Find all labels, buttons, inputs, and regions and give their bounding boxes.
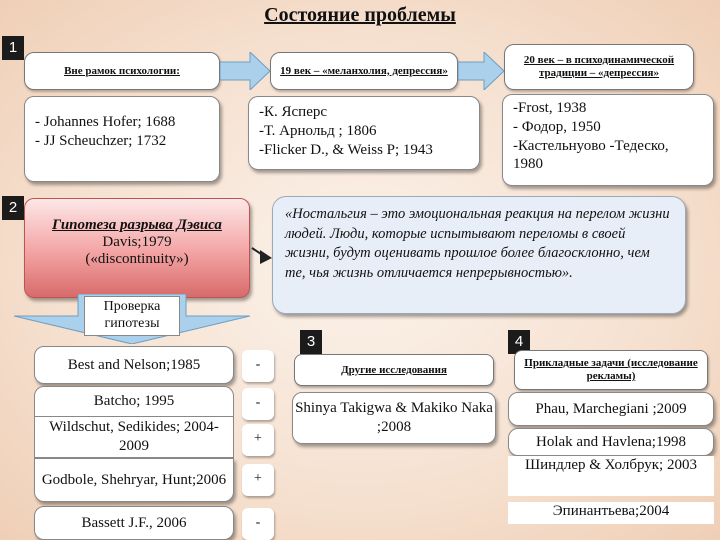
check-result: - — [242, 350, 274, 382]
list-item: -Т. Арнольд ; 1806 — [259, 122, 377, 139]
20th-century-list — [502, 94, 714, 186]
list-item: - Johannes Hofer; 1688 — [35, 114, 176, 130]
list-item: -Flicker D., & Weiss P; 1943 — [259, 141, 433, 158]
applied-item: Holak and Havlena;1998 — [508, 428, 714, 456]
check-result: + — [242, 464, 274, 496]
other-studies-header: Другие исследования — [294, 354, 494, 386]
list-item: 1980 — [513, 156, 543, 173]
hypothesis-title: Гипотеза разрыва Дэвиса — [52, 217, 222, 233]
list-item: -Кастельнуово -Тедеско, — [513, 137, 669, 154]
check-result: - — [242, 508, 274, 540]
check-result: - — [242, 388, 274, 420]
check-study: Batcho; 1995 — [34, 386, 234, 416]
hypothesis-check-label: Проверка гипотезы — [84, 296, 180, 336]
check-study: Bassett J.F., 2006 — [34, 506, 234, 540]
list-item: -К. Ясперс — [259, 104, 328, 120]
applied-tasks-header: Прикладные задачи (исследование рекламы) — [514, 350, 708, 390]
section-number-2: 2 — [2, 196, 24, 220]
applied-item: Phau, Marchegiani ;2009 — [508, 392, 714, 426]
arrow-right-icon — [458, 52, 504, 90]
check-study: Wildschut, Sedikides; 2004-2009 — [34, 416, 234, 458]
section-number-3: 3 — [300, 330, 322, 354]
hypothesis-term: («discontinuity») — [85, 251, 189, 267]
applied-item: Шиндлер & Холбрук; 2003 — [508, 456, 714, 496]
slide-title: Состояние проблемы — [264, 4, 456, 26]
outside-psychology-list — [24, 96, 220, 182]
nostalgia-definition-quote: «Ностальгия – это эмоциональная реакция на перелом жизни людей. Люди, которые испытывают переломы в своей жизни, будут оценивать прошлое более благосклонно, чем те, чья жизнь отличается непрерывностью». — [272, 196, 686, 314]
header-19th-century: 19 век – «меланхолия, депрессия» — [270, 52, 458, 90]
header-outside-psychology: Вне рамок психологии: — [24, 52, 220, 90]
list-item: -Frost, 1938 — [513, 100, 587, 116]
19th-century-list — [248, 96, 480, 170]
other-study-item: Shinya Takigwa & Makiko Naka ;2008 — [292, 392, 496, 444]
list-item: - JJ Scheuchzer; 1732 — [35, 132, 167, 149]
hypothesis-reference: Davis;1979 — [102, 234, 172, 250]
arrow-right-icon — [220, 52, 270, 90]
check-study: Godbole, Shehryar, Hunt;2006 — [34, 458, 234, 502]
check-study: Best and Nelson;1985 — [34, 346, 234, 384]
davis-hypothesis-box — [24, 198, 250, 298]
header-20th-century: 20 век – в психодинамической традиции – «депрессия» — [504, 44, 694, 90]
applied-item: Эпинантьева;2004 — [508, 502, 714, 524]
check-result: + — [242, 424, 274, 456]
list-item: - Фодор, 1950 — [513, 118, 601, 135]
section-number-4: 4 — [508, 330, 530, 354]
section-number-1: 1 — [2, 36, 24, 60]
